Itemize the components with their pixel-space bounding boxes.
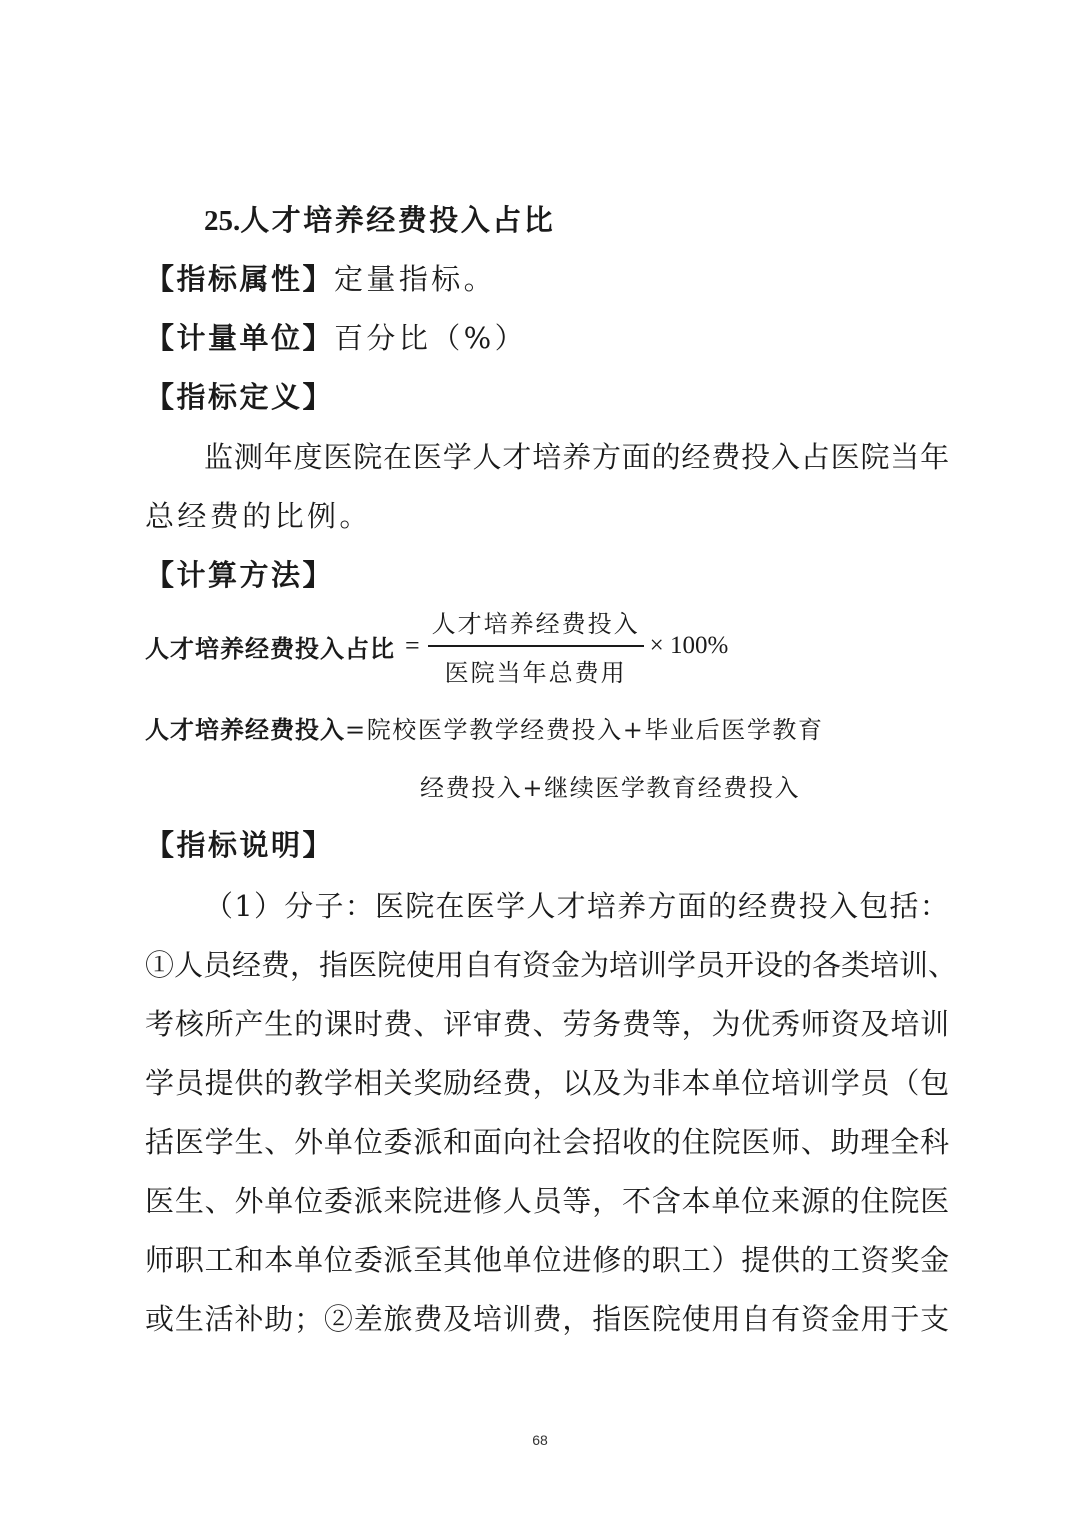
sub-formula-lhs: 人才培养经费投入 — [145, 716, 345, 744]
attribute-label: 【指标属性】 — [145, 262, 335, 296]
unit-label: 【计量单位】 — [145, 321, 335, 355]
explanation-line: 考核所产生的课时费、评审费、劳务费等，为优秀师资及培训 — [145, 1007, 950, 1041]
attribute-value: 定量指标。 — [334, 262, 497, 296]
sub-formula-rhs: =院校医学教学经费投入+毕业后医学教育 — [345, 716, 824, 744]
ratio-formula — [145, 606, 728, 686]
formula-factor: × 100% — [649, 632, 729, 659]
explanation-line: （1）分子：医院在医学人才培养方面的经费投入包括： — [204, 889, 950, 923]
method-label: 【计算方法】 — [145, 558, 335, 592]
section-title: 人才培养经费投入占比 — [240, 203, 556, 237]
section-heading — [204, 200, 555, 241]
indicator-attribute — [145, 259, 496, 299]
formula-fraction — [428, 604, 644, 688]
explanation-line: 或生活补助；②差旅费及培训费，指医院使用自有资金用于支 — [145, 1302, 950, 1336]
sub-formula — [145, 710, 824, 750]
explanation-line: 学员提供的教学相关奖励经费，以及为非本单位培训学员（包 — [145, 1066, 950, 1100]
formula-numerator: 人才培养经费投入 — [431, 610, 640, 638]
measurement-unit — [145, 318, 527, 358]
definition-line: 总经费的比例。 — [145, 499, 372, 533]
formula-denominator: 医院当年总费用 — [444, 659, 627, 687]
definition-label: 【指标定义】 — [145, 380, 335, 414]
sub-formula-continued: 经费投入+继续医学教育经费投入 — [420, 774, 801, 802]
unit-value: 百分比（%） — [334, 321, 527, 355]
explanation-line: ①人员经费，指医院使用自有资金为培训学员开设的各类培训、 — [145, 948, 958, 982]
explanation-line: 师职工和本单位委派至其他单位进修的职工）提供的工资奖金 — [145, 1243, 950, 1277]
explanation-line: 医生、外单位委派来院进修人员等，不含本单位来源的住院医 — [145, 1184, 950, 1218]
section-number: 25. — [204, 205, 241, 237]
page-number: 68 — [532, 1432, 548, 1448]
formula-equals: = — [405, 631, 420, 660]
explanation-line: 括医学生、外单位委派和面向社会招收的住院医师、助理全科 — [145, 1125, 950, 1159]
definition-line: 监测年度医院在医学人才培养方面的经费投入占医院当年 — [204, 440, 950, 474]
formula-lhs: 人才培养经费投入占比 — [145, 634, 395, 663]
explanation-label: 【指标说明】 — [145, 828, 335, 862]
